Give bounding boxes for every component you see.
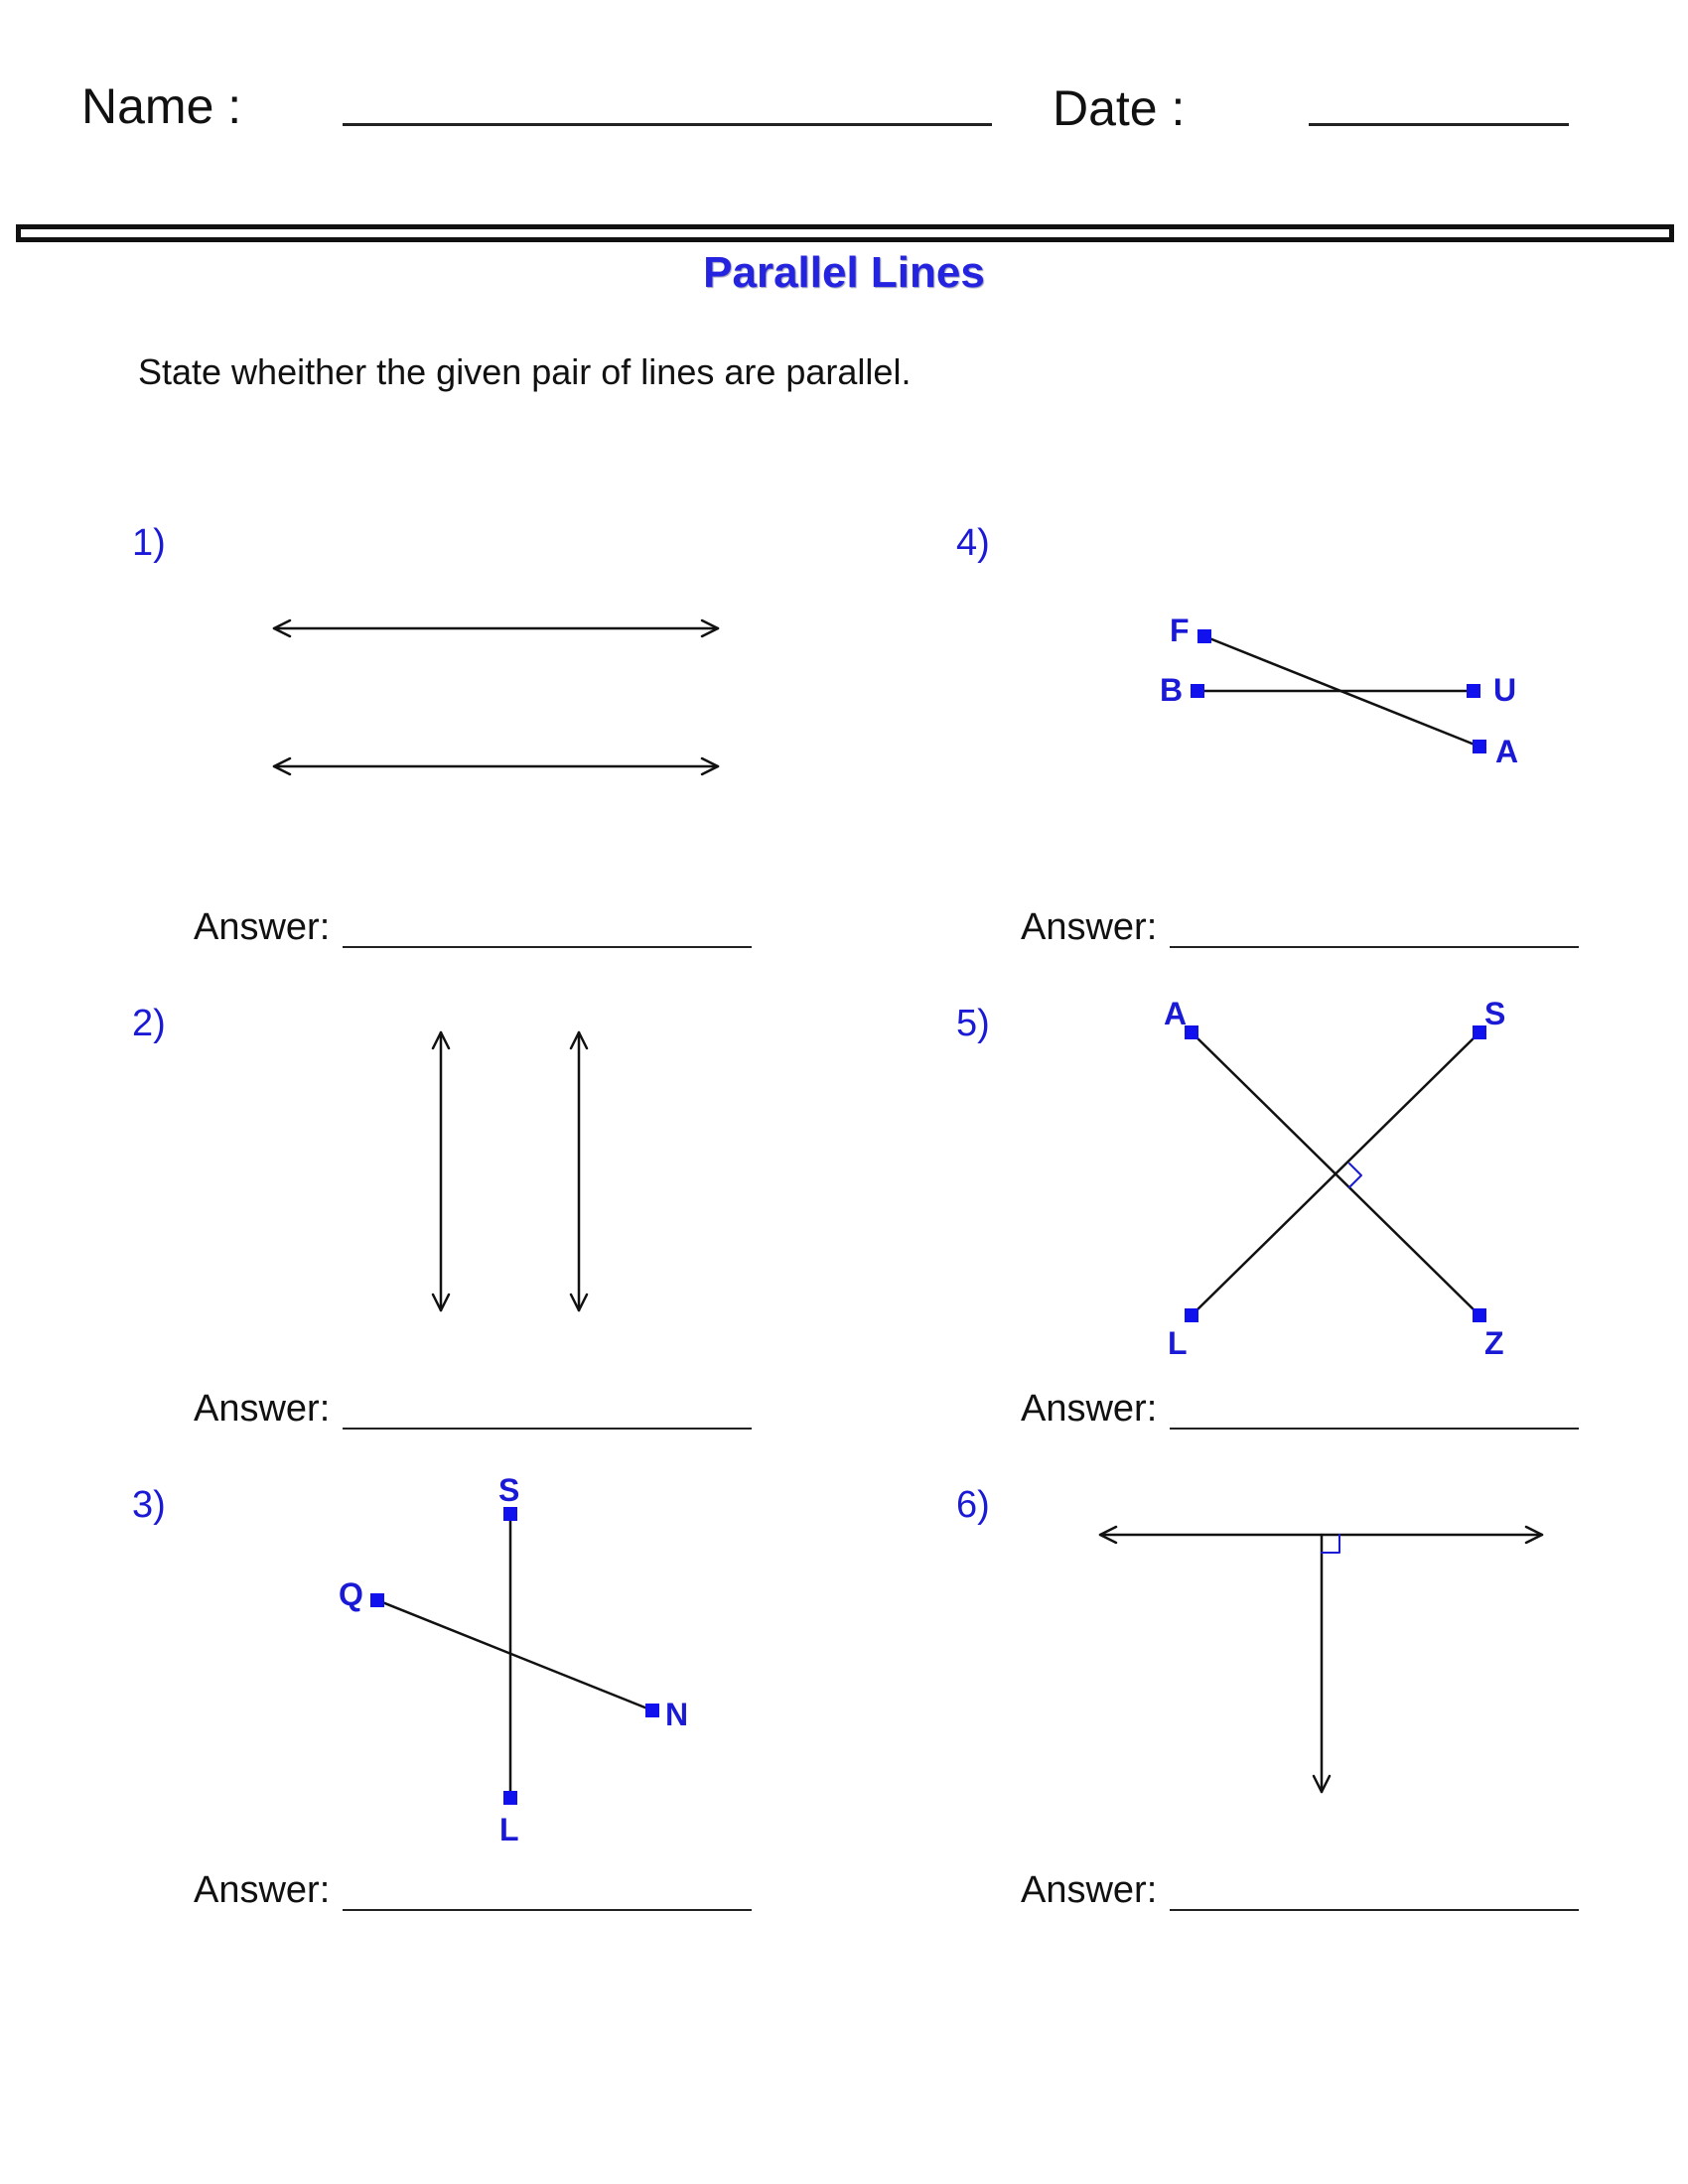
point-label: A xyxy=(1495,734,1519,769)
point-label: A xyxy=(1164,996,1188,1031)
problem-5-figure xyxy=(1192,1032,1479,1315)
problem-2-figure xyxy=(433,1032,587,1310)
point-u-marker xyxy=(1467,684,1480,698)
point-z-marker xyxy=(1473,1308,1486,1322)
problem-5-number: 5) xyxy=(956,1003,990,1044)
point-label: S xyxy=(1484,996,1506,1031)
point-b-marker xyxy=(1191,684,1204,698)
answer-3-label: Answer: xyxy=(194,1869,331,1911)
problem-4-figure xyxy=(1197,636,1479,747)
point-label: B xyxy=(1160,672,1184,708)
name-label: Name : xyxy=(81,78,242,134)
point-l-marker xyxy=(503,1791,517,1805)
problem-6-number: 6) xyxy=(956,1484,990,1526)
instructions: State wheither the given pair of lines are parallel. xyxy=(138,351,912,392)
point-label: Q xyxy=(339,1576,363,1612)
problem-2-number: 2) xyxy=(132,1003,166,1044)
problem-3-figure xyxy=(377,1514,652,1798)
point-label: S xyxy=(498,1472,520,1508)
point-label: L xyxy=(1168,1325,1188,1361)
point-f-marker xyxy=(1197,629,1211,643)
page-title: Parallel Lines xyxy=(703,248,985,297)
point-l-marker xyxy=(1185,1308,1198,1322)
point-q-marker xyxy=(370,1593,384,1607)
problem-4-number: 4) xyxy=(956,522,990,564)
point-label: N xyxy=(665,1697,689,1732)
answer-4-label: Answer: xyxy=(1021,906,1158,948)
problem-6-figure xyxy=(1100,1527,1542,1792)
problem-3-number: 3) xyxy=(132,1484,166,1526)
point-label: F xyxy=(1170,613,1190,648)
point-n-marker xyxy=(645,1704,659,1717)
problem-1-figure xyxy=(274,620,718,774)
point-label: L xyxy=(499,1812,519,1847)
point-label: Z xyxy=(1484,1325,1504,1361)
answer-1-label: Answer: xyxy=(194,906,331,948)
answer-2-label: Answer: xyxy=(194,1388,331,1430)
point-a-marker xyxy=(1473,740,1486,753)
answer-6-label: Answer: xyxy=(1021,1869,1158,1911)
answer-5-label: Answer: xyxy=(1021,1388,1158,1430)
point-s-marker xyxy=(503,1507,517,1521)
date-label: Date : xyxy=(1053,80,1186,136)
problem-1-number: 1) xyxy=(132,522,166,564)
point-label: U xyxy=(1493,672,1517,708)
